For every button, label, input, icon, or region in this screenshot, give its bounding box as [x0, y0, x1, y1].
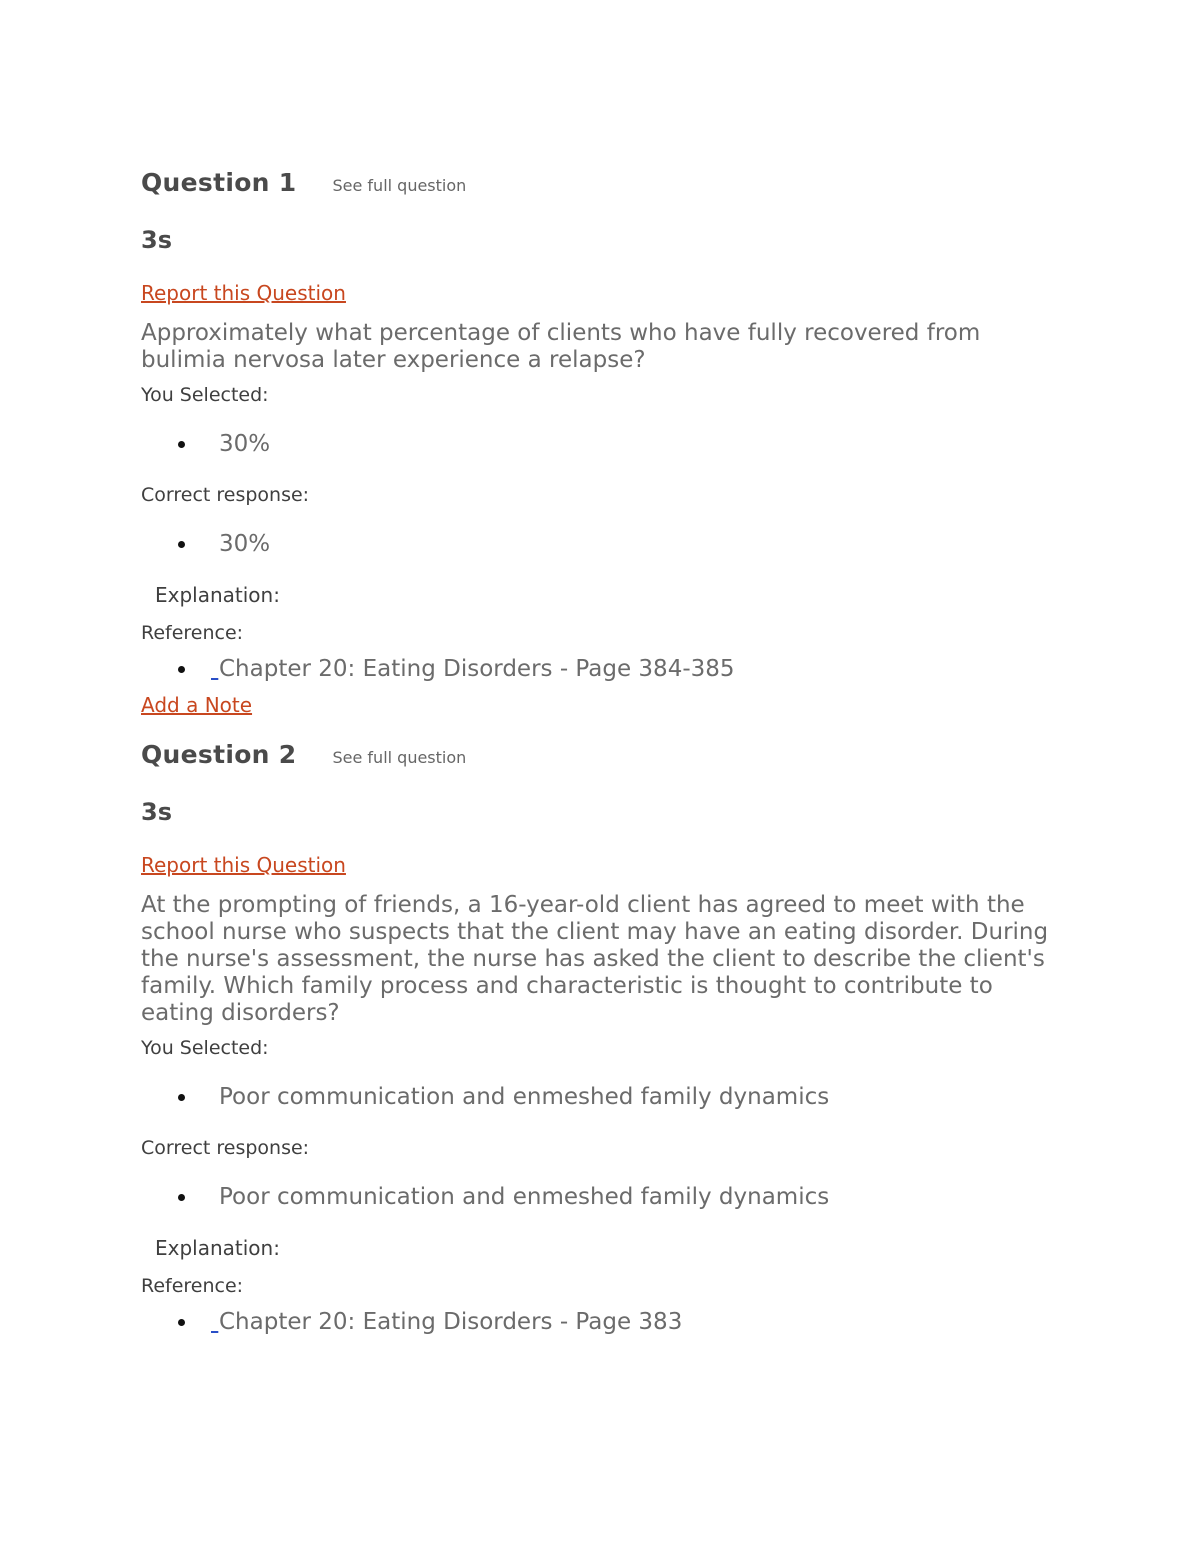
reference-list	[141, 654, 1061, 684]
report-question-link[interactable]: Report this Question	[141, 853, 346, 877]
list-item	[141, 1307, 1061, 1337]
correct-response-label: Correct response:	[141, 484, 310, 506]
list-item	[141, 529, 1061, 559]
bullet-icon	[178, 1319, 185, 1326]
bullet-icon	[178, 1194, 185, 1201]
correct-response-label: Correct response:	[141, 1137, 310, 1159]
you-selected-list	[141, 429, 1061, 459]
question-time: 3s	[141, 798, 172, 826]
reference-label: Reference:	[141, 622, 244, 644]
question-text: At the prompting of friends, a 16-year-old client has agreed to meet with the school nurse who suspects that the client may have an eating disorder. During the nurse's assessment, the nurse has asked the client to describe the client's family. Which family process and characteristic is thought to contribute to eating disorders?	[141, 892, 1049, 1026]
question-title: Question 2	[141, 740, 297, 769]
bullet-icon	[178, 441, 185, 448]
explanation-label: Explanation:	[155, 583, 280, 607]
question-title: Question 1	[141, 168, 297, 197]
bullet-icon	[178, 541, 185, 548]
see-full-question-link[interactable]: See full question	[332, 748, 467, 767]
you-selected-list	[141, 1082, 1061, 1112]
reference-text: Chapter 20: Eating Disorders - Page 384-385	[219, 656, 735, 682]
reference-list	[141, 1307, 1061, 1337]
correct-response-list	[141, 1182, 1061, 1212]
question-text: Approximately what percentage of clients who have fully recovered from bulimia nervosa later experience a relapse?	[141, 320, 981, 373]
list-item	[141, 654, 1061, 684]
reference-link[interactable]	[211, 1307, 219, 1337]
you-selected-label: You Selected:	[141, 1037, 269, 1059]
reference-text: Chapter 20: Eating Disorders - Page 383	[219, 1309, 683, 1335]
correct-answer: 30%	[219, 531, 271, 557]
question-header	[141, 740, 1061, 776]
selected-answer: Poor communication and enmeshed family dynamics	[219, 1084, 830, 1110]
selected-answer: 30%	[219, 431, 271, 457]
you-selected-label: You Selected:	[141, 384, 269, 406]
correct-answer: Poor communication and enmeshed family dynamics	[219, 1184, 830, 1210]
see-full-question-link[interactable]: See full question	[332, 176, 467, 195]
reference-link[interactable]	[211, 654, 219, 684]
correct-response-list	[141, 529, 1061, 559]
list-item	[141, 1082, 1061, 1112]
reference-label: Reference:	[141, 1275, 244, 1297]
add-note-link[interactable]: Add a Note	[141, 693, 253, 717]
question-header	[141, 168, 1061, 204]
bullet-icon	[178, 666, 185, 673]
list-item	[141, 1182, 1061, 1212]
question-2	[141, 740, 1061, 1337]
bullet-icon	[178, 1094, 185, 1101]
question-time: 3s	[141, 226, 172, 254]
question-1	[141, 168, 1061, 718]
explanation-label: Explanation:	[155, 1236, 280, 1260]
report-question-link[interactable]: Report this Question	[141, 281, 346, 305]
list-item	[141, 429, 1061, 459]
page-content	[141, 168, 1061, 1337]
